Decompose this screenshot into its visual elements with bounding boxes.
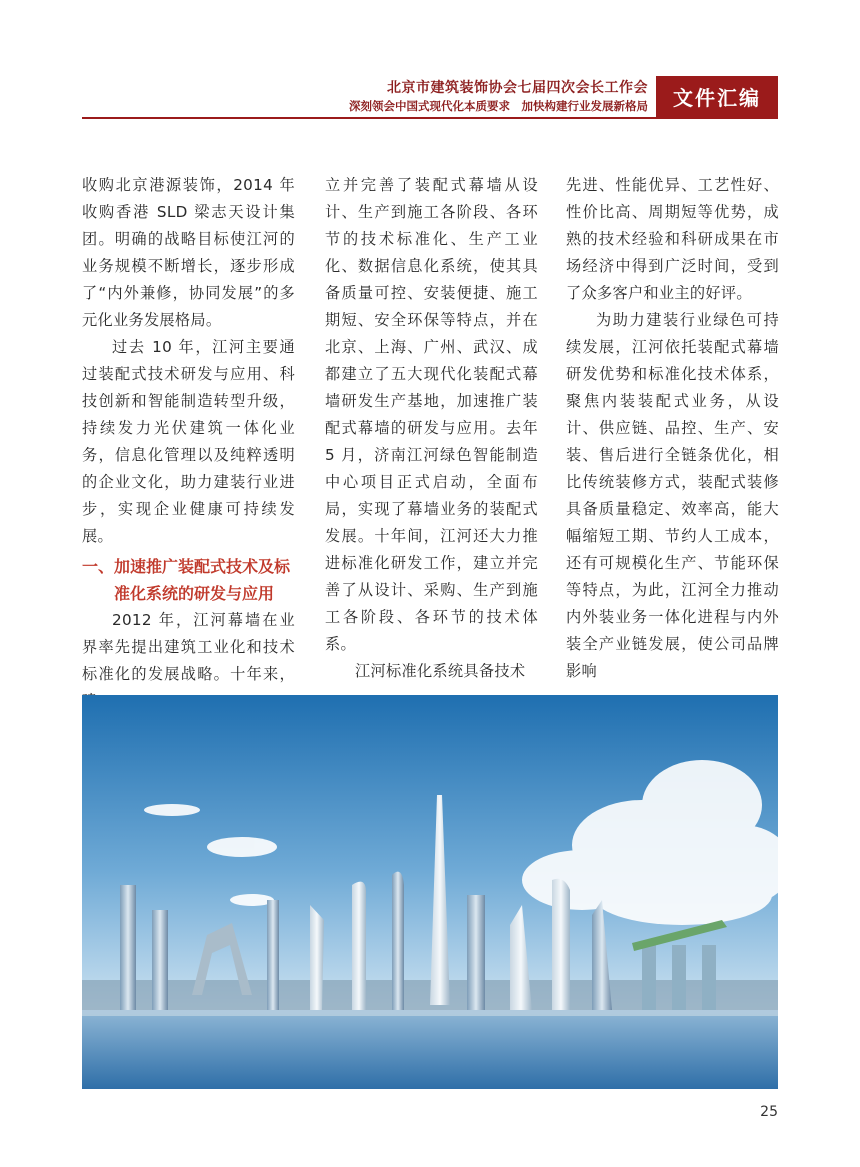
text-column-3 (566, 172, 779, 685)
text-column-2 (325, 172, 538, 685)
page-number: 25 (760, 1104, 778, 1120)
paragraph: 立并完善了装配式幕墙从设计、生产到施工各阶段、各环节的技术标准化、生产工业化、数据信息化系统，使其具备质量可控、安装便捷、施工期短、安全环保等特点，并在北京、上海、广州、武汉、成都建立了五大现代化装配式幕墙研发生产基地，加速推广装配式幕墙的研发与应用。去年 5 月，济南江河绿色智能制造中心项目正式启动，全面布局，实现了幕墙业务的装配式发展。十年间，江河还大力推进标准化研发工作，建立并完善了从设计、采购、生产到施工各阶段、各环节的技术体系。 (325, 176, 538, 653)
section-heading: 一、加速推广装配式技术及标准化系统的研发与应用 (82, 557, 291, 603)
section-badge: 文件汇编 (656, 76, 778, 117)
paragraph: 先进、性能优异、工艺性好、性价比高、周期短等优势，成熟的技术经验和科研成果在市场经济中得到广泛时间，受到了众多客户和业主的好评。 (566, 176, 779, 302)
header-title: 北京市建筑装饰协会七届四次会长工作会 (387, 80, 648, 96)
text-column-1 (82, 172, 295, 715)
header-subtitle: 深刻领会中国式现代化本质要求 加快构建行业发展新格局 (349, 99, 648, 113)
paragraph: 2012 年，江河幕墙在业界率先提出建筑工业化和技术标准化的发展战略。十年来， (82, 611, 295, 683)
paragraph: 过去 10 年，江河主要通过装配式技术研发与应用、科技创新和智能制造转型升级，持续发力光伏建筑一体化业务，信息化管理以及纯粹透明的企业文化，助力建装行业进步，实现企业健康可持续发展。 (82, 338, 295, 545)
skyline-photo (82, 695, 778, 1089)
header-rule (82, 117, 778, 119)
paragraph: 为助力建装行业绿色可持续发展，江河依托装配式幕墙研发优势和标准化技术体系，聚焦内装装配式业务，从设计、供应链、品控、生产、安装、售后进行全链条优化，相比传统装修方式，装配式装修具备质量稳定、效率高，能大幅缩短工期、节约人工成本，还有可规模化生产、节能环保等特点，为此，江河全力推动内外装业务一体化进程与内外装全产业链发展，使公司品牌影响 (566, 311, 779, 680)
paragraph: 收购北京港源装饰，2014 年收购香港 SLD 梁志天设计集团。明确的战略目标使江河的业务规模不断增长，逐步形成了“内外兼修，协同发展”的多元化业务发展格局。 (82, 176, 295, 329)
paragraph: 江河标准化系统具备技术 (355, 662, 526, 680)
